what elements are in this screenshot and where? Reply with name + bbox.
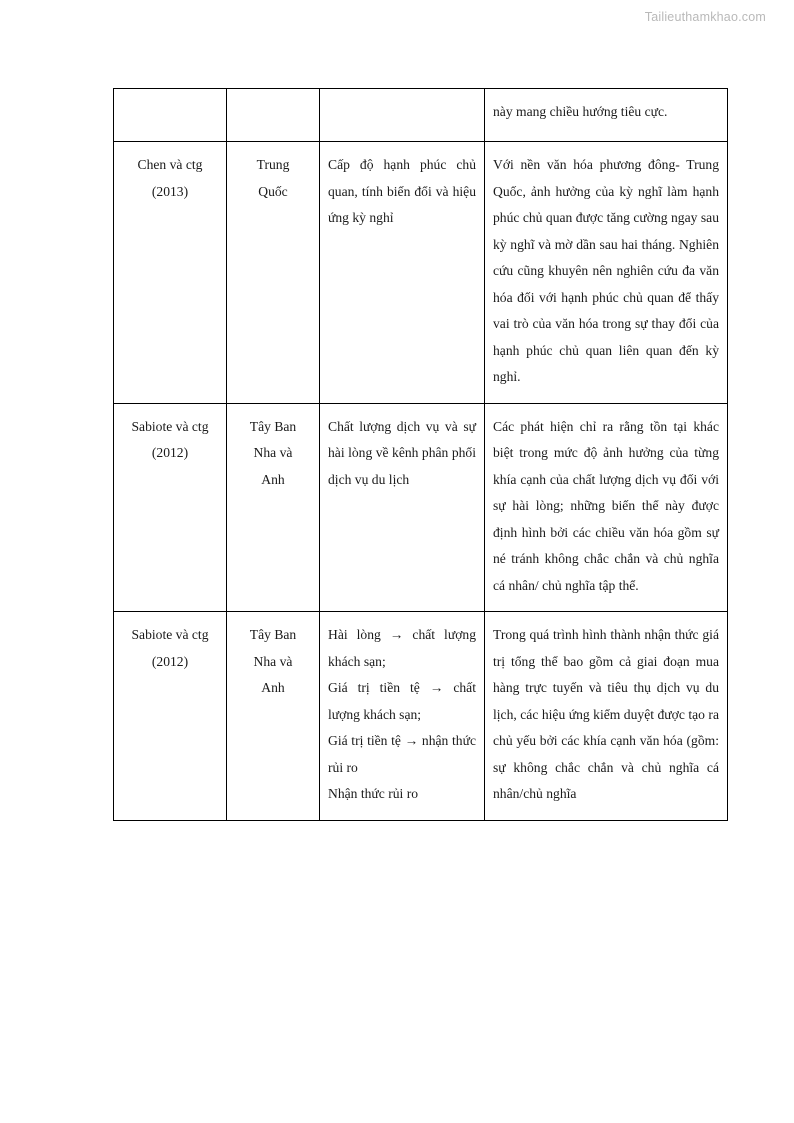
cell-factor — [320, 89, 485, 142]
cell-factor: Cấp độ hạnh phúc chủ quan, tính biến đổi và hiệu ứng kỳ nghỉ — [320, 142, 485, 404]
table-row — [114, 89, 728, 142]
cell-author — [114, 403, 227, 612]
cell-country — [227, 89, 320, 142]
cell-country-line: Anh — [261, 471, 285, 487]
table-row — [114, 612, 728, 821]
cell-country-line: Anh — [261, 680, 285, 695]
cell-country — [227, 612, 320, 821]
cell-author-line: (2012) — [151, 445, 189, 460]
cell-author — [114, 612, 227, 821]
cell-country-line: Tây Ban — [249, 418, 297, 434]
cell-finding: Với nền văn hóa phương đông- Trung Quốc, ảnh hưởng của kỳ nghĩ làm hạnh phúc chủ quan được tăng cường ngay sau kỳ nghĩ và mờ dần sau hai tháng. Nghiên cứu cũng khuyên nên nghiên cứu đa văn hóa đối với hạnh phúc chủ quan để thấy vai trò của văn hóa trong sự thay đổi của hạnh phúc chủ quan liên quan đến kỳ nghỉ. — [485, 142, 728, 404]
table-row — [114, 403, 728, 612]
literature-review-table — [113, 88, 728, 821]
cell-country-line: Tây Ban — [249, 627, 297, 642]
cell-country-line: Quốc — [258, 183, 288, 199]
cell-author-line: (2012) — [151, 653, 189, 669]
watermark-text: Tailieuthamkhao.com — [644, 10, 766, 24]
cell-author-line: Sabiote và ctg — [131, 418, 209, 434]
cell-country — [227, 142, 320, 404]
cell-author — [114, 89, 227, 142]
cell-author-line: (2013) — [151, 183, 189, 199]
cell-country — [227, 403, 320, 612]
cell-finding: Các phát hiện chỉ ra rằng tồn tại khác biệt trong mức độ ảnh hưởng của từng khía cạnh của chất lượng dịch vụ đối với sự hài lòng; những biến thể này được định hình bởi các chiều văn hóa gồm sự né tránh không chắc chắn và chủ nghĩa cá nhân/ chủ nghĩa tập thể. — [485, 403, 728, 612]
cell-author-line: Chen và ctg — [137, 157, 203, 172]
cell-factor-line: Hài lòng → chất lượng khách sạn; — [328, 627, 476, 669]
table-row — [114, 142, 728, 404]
cell-finding: Trong quá trình hình thành nhận thức giá trị tổng thể bao gồm cả giai đoạn mua hàng trực tuyến và tiêu thụ dịch vụ du lịch, các hiệu ứng kiểm duyệt được tạo ra chủ yếu bởi các khía cạnh văn hóa (gồm: sự không chắc chắn và chủ nghĩa cá nhân/chủ nghĩa — [485, 612, 728, 821]
cell-author-line: Sabiote và ctg — [131, 627, 209, 642]
cell-country-line: Nha và — [253, 445, 293, 460]
cell-country-line: Trung — [256, 157, 290, 172]
cell-factor-line: Nhận thức rủi ro — [328, 786, 419, 801]
cell-country-line: Nha và — [253, 653, 293, 669]
cell-factor-line: Giá trị tiền tệ → chất lượng khách sạn; — [328, 680, 476, 722]
cell-factor-line: Giá trị tiền tệ → nhận thức rủi ro — [328, 733, 476, 775]
cell-finding: này mang chiều hướng tiêu cực. — [485, 89, 728, 142]
cell-author — [114, 142, 227, 404]
cell-factor — [320, 612, 485, 821]
cell-factor: Chất lượng dịch vụ và sự hài lòng về kênh phân phối dịch vụ du lịch — [320, 403, 485, 612]
